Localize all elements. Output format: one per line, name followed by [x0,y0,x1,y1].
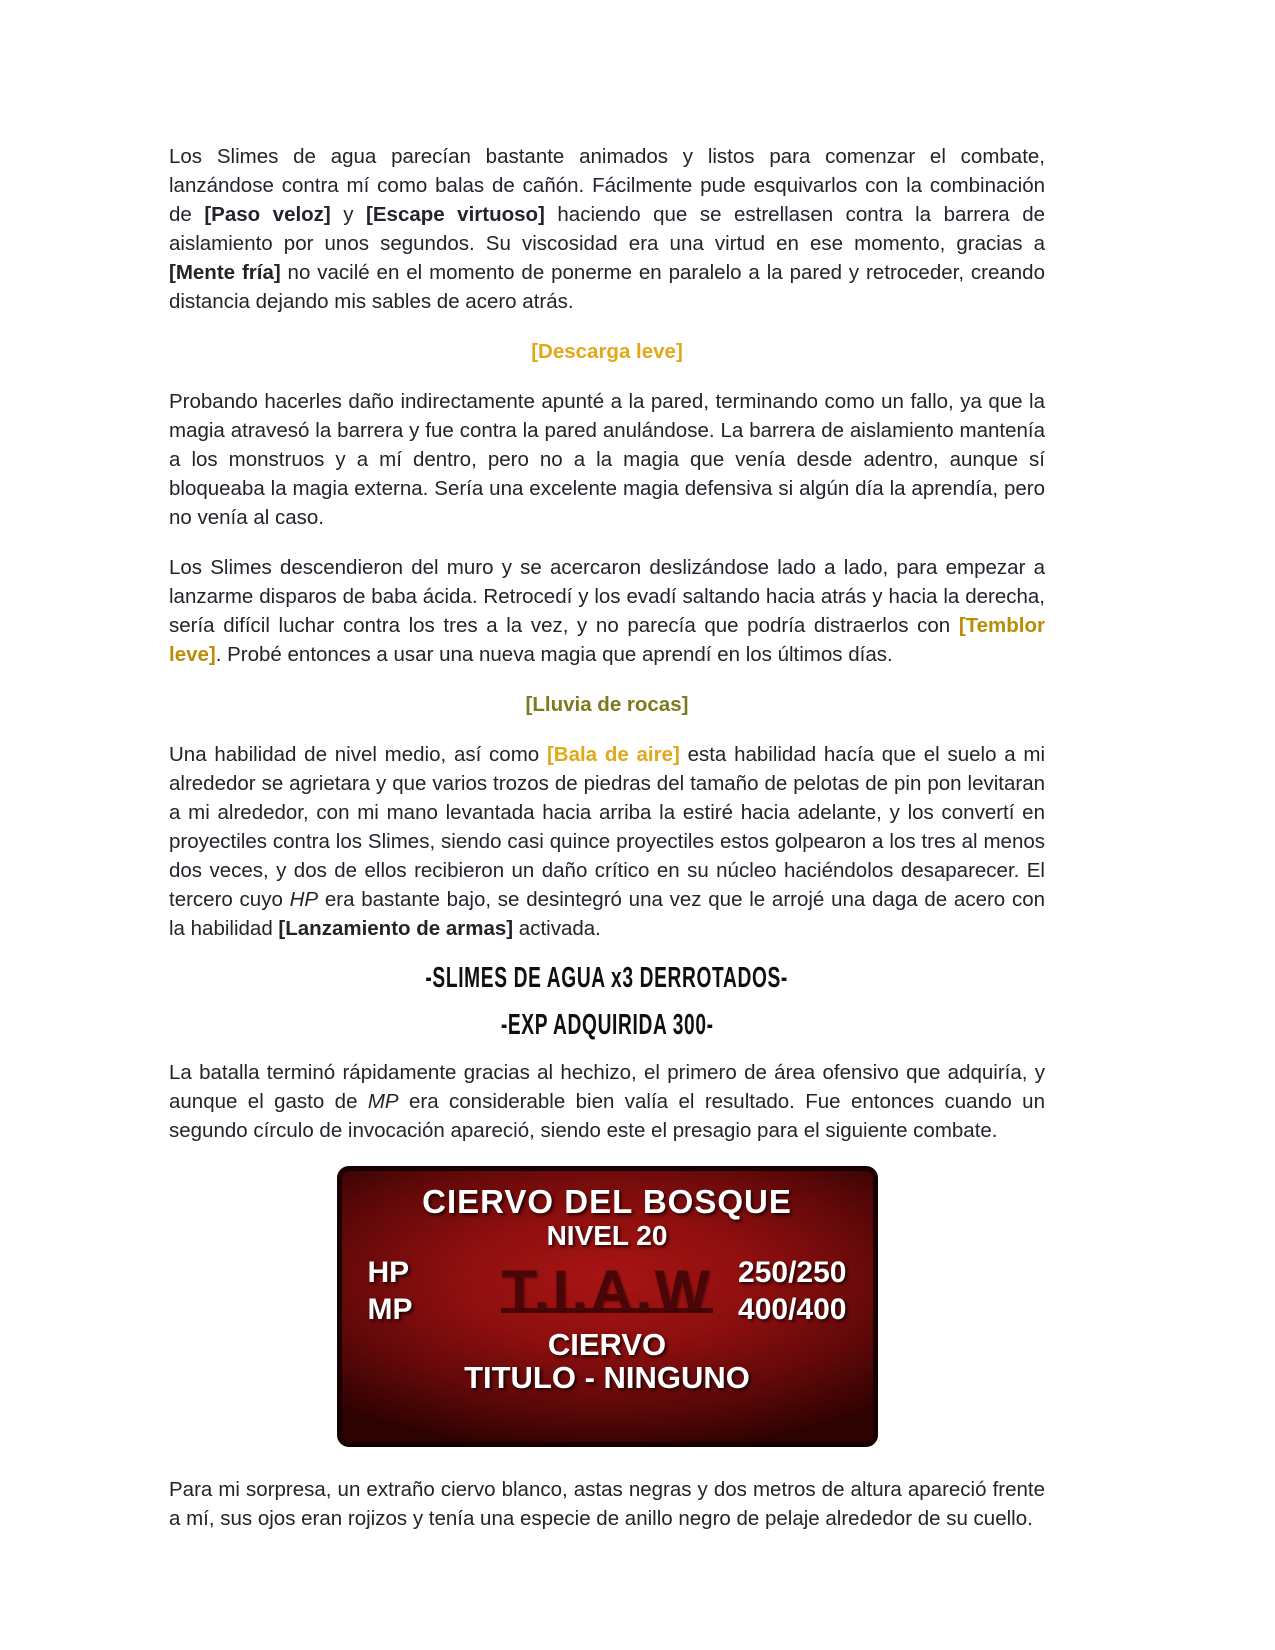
paragraph-3 [169,553,1045,669]
skill-token-lanzamiento-de-armas: [Lanzamiento de armas] [278,917,514,940]
skill-token-mente-fria: [Mente fría] [169,261,281,284]
skill-token-paso-veloz: [Paso veloz] [204,203,331,226]
text-run: Para mi sorpresa, un extraño ciervo blanco, astas negras y dos metros de altura apareció frente a mí, sus ojos eran rojizos y tenía una especie de anillo negro de pelaje alrededor de su cuello. [169,1478,1045,1530]
skill-heading-descarga-leve: [Descarga leve] [531,340,683,363]
paragraph-6 [169,1475,1045,1533]
text-run: esta habilidad hacía que el suelo a mi alrededor se agrietara y que varios trozos de piedras del tamaño de pelotas de pin pon levitaran a mi alrededor, con mi mano levantada hacia arriba la estiré hacia adelante, y los convertí en proyectiles contra los Slimes, siendo casi quince proyectiles estos golpearon a los tres al menos dos veces, y dos de ellos recibieron un daño crítico en su núcleo haciéndolos desaparecer. El tercero cuyo [169,743,1046,911]
skill-token-escape-virtuoso: [Escape virtuoso] [366,203,545,226]
text-run: Una habilidad de nivel medio, así como [169,743,547,766]
battle-exp-text: -EXP ADQUIRIDA 300- [500,1009,714,1041]
mp-label: MP [367,1293,413,1326]
stat-abbrev-hp: HP [289,888,319,911]
paragraph-4 [169,740,1045,943]
text-run: y [330,203,367,226]
paragraph-1 [169,142,1045,316]
text-run: activada. [513,917,601,940]
skill-token-temblor-leve: [Temblor leve] [169,614,1045,666]
status-card-container [169,1166,1045,1447]
paragraph-2 [169,387,1045,532]
hp-value: 250/250 [738,1256,847,1289]
battle-result-exp [169,1011,1045,1042]
monster-species: CIERVO [547,1327,667,1362]
monster-title-line: TITULO - NINGUNO [464,1360,750,1395]
battle-result-defeated [169,964,1045,995]
paragraph-5 [169,1058,1045,1145]
monster-level: NIVEL 20 [546,1220,668,1251]
text-run: no vacilé en el momento de ponerme en paralelo a la pared y retroceder, creando distancia dejando mis sables de acero atrás. [169,261,1045,313]
hp-row [342,1258,873,1287]
mp-row [342,1295,873,1324]
text-run: La batalla terminó rápidamente gracias al hechizo, el primero de área ofensivo que adquiría, y aunque el gasto de [169,1061,1045,1113]
text-run: . Probé entonces a usar una nueva magia que aprendí en los últimos días. [215,643,893,666]
skill-token-bala-de-aire: [Bala de aire] [546,743,680,766]
skill-heading-lluvia-de-rocas: [Lluvia de rocas] [525,693,689,716]
monster-status-card [337,1166,878,1447]
text-run: era bastante bajo, se desintegró una vez que le arrojé una daga de acero con la habilidad [169,888,1046,940]
watermark-text: T.I.A.W [501,1259,713,1324]
mp-value: 400/400 [738,1293,847,1326]
text-run: Probando hacerles daño indirectamente apunté a la pared, terminando como un fallo, ya que la magia atravesó la barrera y fue contra la pared anulándose. La barrera de aislamiento mantenía a los monstruos y a mí dentro, pero no a la magia que venía desde adentro, aunque sí bloqueaba la magia externa. Sería una excelente magia defensiva si algún día la aprendía, pero no venía al caso. [169,390,1045,529]
battle-result-text: -SLIMES DE AGUA x3 DERROTADOS- [425,962,789,994]
hp-label: HP [367,1256,410,1289]
text-run: era considerable bien valía el resultado. Fue entonces cuando un segundo círculo de invocación apareció, siendo este el presagio para el siguiente combate. [169,1090,1045,1142]
text-run: Los Slimes de agua parecían bastante animados y listos para comenzar el combate, lanzándose contra mí como balas de cañón. Fácilmente pude esquivarlos con la combinación de [169,145,1045,226]
text-run: Los Slimes descendieron del muro y se acercaron deslizándose lado a lado, para empezar a lanzarme disparos de baba ácida. Retrocedí y los evadí saltando hacia atrás y hacia la derecha, sería difícil luchar contra los tres a la vez, y no parecía que podría distraerlos con [169,556,1045,637]
monster-name: CIERVO DEL BOSQUE [422,1183,792,1220]
text-run: haciendo que se estrellasen contra la barrera de aislamiento por unos segundos. Su viscosidad era una virtud en ese momento, gracias a [169,203,1045,255]
stat-abbrev-mp: MP [367,1090,399,1113]
